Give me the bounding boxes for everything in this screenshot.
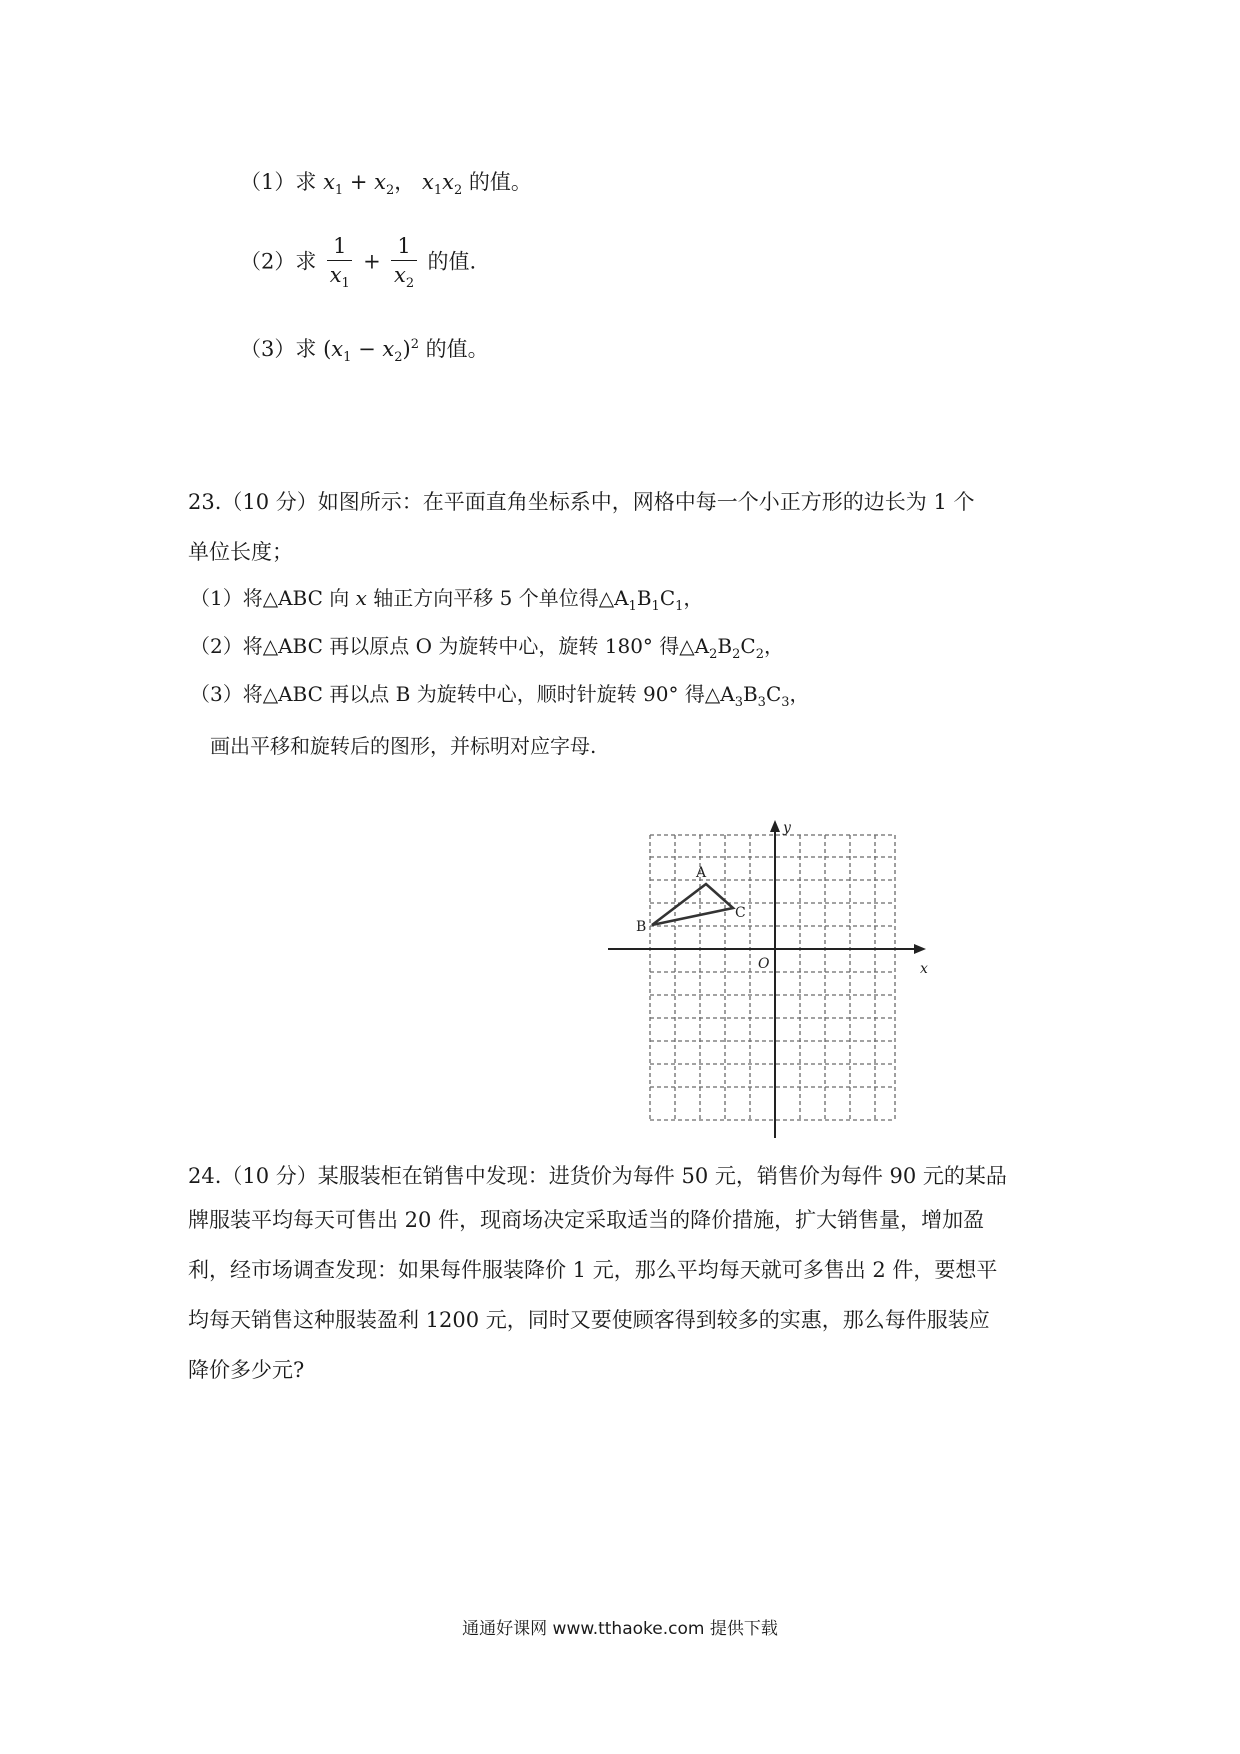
q22-part3-tail: 的值。 bbox=[425, 337, 489, 361]
fraction-1 bbox=[327, 236, 352, 290]
q23-item-1-d: C bbox=[659, 586, 676, 610]
q22-part3 bbox=[240, 338, 489, 364]
fraction-numerator: 1 bbox=[391, 236, 416, 261]
fraction-numerator: 1 bbox=[327, 236, 352, 261]
math-sub: 2 bbox=[732, 647, 741, 662]
y-axis-arrow-icon bbox=[770, 820, 780, 832]
q23-item-1-a: （1）将△ABC 向 bbox=[190, 586, 350, 610]
math-var: x bbox=[374, 170, 387, 194]
q23-item-3 bbox=[190, 684, 810, 709]
math-sub: 1 bbox=[341, 276, 350, 292]
q24-line-2: 牌服装平均每天可售出 20 件，现商场决定采取适当的降价措施，扩大销售量，增加盈 bbox=[188, 1208, 985, 1232]
math-var: x bbox=[421, 170, 434, 194]
math-sub: 2 bbox=[709, 647, 718, 662]
math-var: x bbox=[329, 263, 342, 287]
q22-part2 bbox=[240, 236, 476, 290]
fraction-denominator bbox=[391, 261, 416, 290]
math-paren: ( bbox=[323, 337, 332, 361]
math-sub: 2 bbox=[386, 183, 395, 199]
math-sub: 1 bbox=[651, 599, 660, 614]
q24-line-1: 24.（10 分）某服装柜在销售中发现：进货价为每件 50 元，销售价为每件 90 元的某品 bbox=[188, 1164, 1007, 1188]
q23-item-1-x: x bbox=[355, 586, 367, 610]
q23-item-1 bbox=[190, 588, 703, 613]
q22-part2-tail: 的值. bbox=[427, 249, 477, 274]
q23-item-2-a: （2）将△ABC 再以原点 O 为旋转中心，旋转 180° 得△A bbox=[190, 634, 710, 658]
q23-item-2 bbox=[190, 636, 784, 661]
x-axis-arrow-icon bbox=[914, 944, 926, 954]
q22-part1-sep: ， bbox=[394, 170, 416, 194]
label-y-axis: y bbox=[783, 820, 791, 836]
q23-heading: 23.（10 分）如图所示：在平面直角坐标系中，网格中每一个小正方形的边长为 1 个 bbox=[188, 490, 975, 514]
math-sub: 2 bbox=[453, 183, 463, 199]
axes bbox=[608, 820, 926, 1138]
math-sub: 2 bbox=[394, 350, 403, 366]
q23-item-1-b: 轴正方向平移 5 个单位得△A bbox=[373, 586, 629, 610]
label-origin: O bbox=[758, 956, 770, 972]
math-op: − bbox=[358, 337, 376, 361]
math-op: + bbox=[363, 249, 381, 274]
math-exponent: 2 bbox=[410, 337, 419, 352]
math-sub: 2 bbox=[755, 647, 764, 662]
math-var: x bbox=[382, 337, 395, 361]
math-sub: 3 bbox=[781, 695, 790, 710]
math-var: x bbox=[323, 170, 335, 194]
q23-item-3-c: C bbox=[765, 682, 782, 706]
q24-line-3: 利，经市场调查发现：如果每件服装降价 1 元，那么平均每天就可多售出 2 件，要想平 bbox=[188, 1258, 998, 1282]
q23-item-1-c: B bbox=[636, 586, 652, 610]
q22-part2-lead: （2）求 bbox=[240, 249, 317, 274]
coordinate-grid-figure bbox=[608, 820, 938, 1140]
math-paren: ) bbox=[402, 337, 411, 361]
page-footer: 通通好课网 www.tthaoke.com 提供下载 bbox=[462, 1619, 778, 1639]
q23-heading-cont: 单位长度； bbox=[188, 540, 293, 564]
math-sub: 1 bbox=[343, 350, 352, 366]
q22-part1-tail: 的值。 bbox=[468, 170, 532, 194]
q23-item-2-c: C bbox=[740, 634, 756, 658]
q23-item-3-d: ， bbox=[789, 682, 810, 706]
math-op: + bbox=[349, 170, 368, 194]
q23-item-2-d: ， bbox=[763, 634, 784, 658]
q24-line-4: 均每天销售这种服装盈利 1200 元，同时又要使顾客得到较多的实惠，那么每件服装应 bbox=[188, 1308, 990, 1332]
q23-item-1-e: ， bbox=[683, 586, 704, 610]
label-x-axis: x bbox=[920, 961, 928, 977]
math-sub: 1 bbox=[628, 599, 637, 614]
label-point-a: A bbox=[696, 865, 707, 881]
dashed-grid bbox=[650, 835, 895, 1120]
label-point-b: B bbox=[636, 919, 647, 935]
q22-part1 bbox=[240, 172, 532, 197]
math-sub: 1 bbox=[334, 183, 344, 199]
math-var: x bbox=[442, 170, 454, 194]
q23-item-3-b: B bbox=[742, 682, 758, 706]
q22-part1-lead: （1）求 bbox=[240, 170, 317, 194]
label-point-c: C bbox=[735, 905, 746, 921]
q22-part3-lead: （3）求 bbox=[240, 337, 317, 361]
triangle-abc-shape bbox=[652, 884, 733, 925]
fraction-2 bbox=[391, 236, 416, 290]
triangle-abc bbox=[652, 884, 733, 925]
math-sub: 1 bbox=[675, 599, 684, 614]
q23-item-3-a: （3）将△ABC 再以点 B 为旋转中心，顺时针旋转 90° 得△A bbox=[190, 682, 735, 706]
math-sub: 1 bbox=[433, 183, 443, 199]
q23-item-2-b: B bbox=[717, 634, 733, 658]
math-var: x bbox=[394, 263, 406, 287]
math-sub: 3 bbox=[757, 695, 766, 710]
math-sub: 2 bbox=[405, 276, 415, 292]
fraction-denominator bbox=[327, 261, 352, 290]
q24-line-5: 降价多少元? bbox=[188, 1358, 305, 1382]
q23-item-4: 画出平移和旋转后的图形，并标明对应字母. bbox=[210, 734, 597, 758]
math-sub: 3 bbox=[734, 695, 743, 710]
math-var: x bbox=[331, 337, 344, 361]
